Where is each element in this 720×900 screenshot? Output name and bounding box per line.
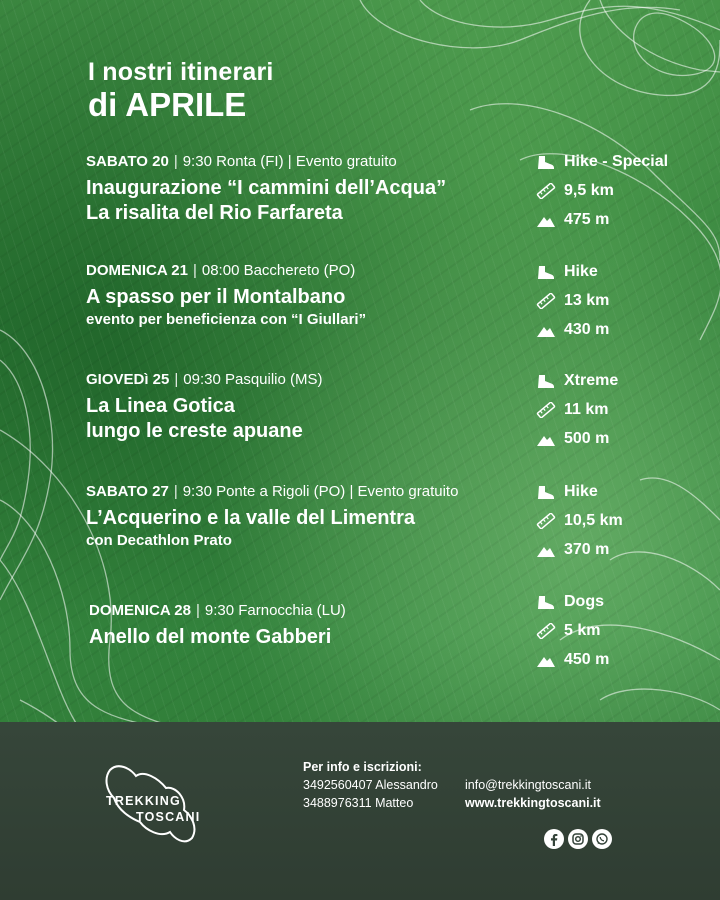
stat-elevation: 450 m bbox=[536, 645, 609, 674]
page-title bbox=[88, 58, 274, 124]
event-time-place: 9:30 Ponte a Rigoli (PO) | Evento gratuito bbox=[182, 483, 459, 500]
stat-elevation: 430 m bbox=[536, 315, 609, 344]
event-day: SABATO 20 bbox=[86, 153, 169, 170]
event-title: L’Acquerino e la valle del Limentra bbox=[86, 507, 415, 529]
stat-type: Hike - Special bbox=[536, 147, 668, 176]
stat-elevation: 475 m bbox=[536, 205, 668, 234]
event-title-line-2: lungo le creste apuane bbox=[86, 420, 303, 442]
event-time-place: 08:00 Bacchereto (PO) bbox=[201, 262, 356, 279]
facebook-icon[interactable] bbox=[544, 829, 564, 849]
event-stats bbox=[536, 477, 623, 564]
event-day: GIOVEDì 25 bbox=[86, 371, 170, 388]
event-title-line-2: La risalita del Rio Farfareta bbox=[86, 202, 343, 224]
mountain-icon bbox=[536, 212, 556, 228]
mountain-icon bbox=[536, 652, 556, 668]
event-meta: DOMENICA 28 | 9:30 Farnocchia (LU) bbox=[89, 602, 346, 619]
title-line-1: I nostri itinerari bbox=[88, 58, 274, 86]
mountain-icon bbox=[536, 431, 556, 447]
stat-distance: 5 km bbox=[536, 616, 609, 645]
event-stats bbox=[536, 257, 609, 344]
stat-type: Hike bbox=[536, 477, 623, 506]
title-line-2: di APRILE bbox=[88, 86, 247, 123]
event-time-place: 9:30 Farnocchia (LU) bbox=[204, 602, 346, 619]
event-stats bbox=[536, 147, 668, 234]
stat-distance: 11 km bbox=[536, 395, 618, 424]
event-item bbox=[86, 152, 446, 226]
hiking-boot-icon bbox=[536, 264, 556, 280]
svg-text:TREKKING: TREKKING bbox=[106, 794, 181, 808]
info-heading: Per info e iscrizioni: bbox=[303, 760, 422, 774]
contact-info bbox=[303, 758, 601, 812]
event-item bbox=[86, 482, 458, 550]
trekking-toscani-logo bbox=[100, 758, 220, 848]
event-day: DOMENICA 28 bbox=[89, 602, 191, 619]
social-links bbox=[544, 829, 612, 849]
event-meta: DOMENICA 21 | 08:00 Bacchereto (PO) bbox=[86, 262, 356, 279]
ruler-icon bbox=[536, 402, 556, 418]
event-title: Inaugurazione “I cammini dell’Acqua” bbox=[86, 177, 447, 199]
ruler-icon bbox=[536, 293, 556, 309]
instagram-icon[interactable] bbox=[568, 829, 588, 849]
contact-email[interactable]: info@trekkingtoscani.it bbox=[465, 778, 591, 792]
mountain-icon bbox=[536, 322, 556, 338]
event-stats bbox=[536, 587, 609, 674]
website-link[interactable]: www.trekkingtoscani.it bbox=[465, 796, 601, 810]
event-item bbox=[86, 261, 366, 329]
event-day: SABATO 27 bbox=[86, 483, 169, 500]
event-title: Anello del monte Gabberi bbox=[89, 626, 332, 648]
contact-phone-2[interactable]: 3488976311 Matteo bbox=[303, 796, 414, 810]
event-time-place: 09:30 Pasquilio (MS) bbox=[183, 371, 323, 388]
event-subtitle: con Decathlon Prato bbox=[86, 532, 232, 549]
hiking-boot-icon bbox=[536, 484, 556, 500]
event-meta: SABATO 20 | 9:30 Ronta (FI) | Evento gratuito bbox=[86, 153, 397, 170]
ruler-icon bbox=[536, 623, 556, 639]
stat-type: Dogs bbox=[536, 587, 609, 616]
event-day: DOMENICA 21 bbox=[86, 262, 188, 279]
event-item bbox=[89, 601, 346, 650]
event-stats bbox=[536, 366, 618, 453]
event-title: A spasso per il Montalbano bbox=[86, 286, 346, 308]
ruler-icon bbox=[536, 513, 556, 529]
event-meta: SABATO 27 | 9:30 Ponte a Rigoli (PO) | Evento gratuito bbox=[86, 483, 459, 500]
stat-elevation: 370 m bbox=[536, 535, 623, 564]
whatsapp-icon[interactable] bbox=[592, 829, 612, 849]
hiking-boot-icon bbox=[536, 154, 556, 170]
ruler-icon bbox=[536, 183, 556, 199]
stat-elevation: 500 m bbox=[536, 424, 618, 453]
mountain-icon bbox=[536, 542, 556, 558]
stat-type: Xtreme bbox=[536, 366, 618, 395]
event-item bbox=[86, 370, 323, 444]
stat-distance: 10,5 km bbox=[536, 506, 623, 535]
event-meta: GIOVEDì 25 | 09:30 Pasquilio (MS) bbox=[86, 371, 323, 388]
event-time-place: 9:30 Ronta (FI) | Evento gratuito bbox=[182, 153, 397, 170]
hiking-boot-icon bbox=[536, 594, 556, 610]
event-title: La Linea Gotica bbox=[86, 395, 235, 417]
hiking-boot-icon bbox=[536, 373, 556, 389]
contact-phone-1[interactable]: 3492560407 Alessandro bbox=[303, 778, 438, 792]
stat-distance: 9,5 km bbox=[536, 176, 668, 205]
stat-type: Hike bbox=[536, 257, 609, 286]
svg-text:TOSCANI: TOSCANI bbox=[136, 810, 201, 824]
stat-distance: 13 km bbox=[536, 286, 609, 315]
event-subtitle: evento per beneficienza con “I Giullari” bbox=[86, 311, 367, 328]
